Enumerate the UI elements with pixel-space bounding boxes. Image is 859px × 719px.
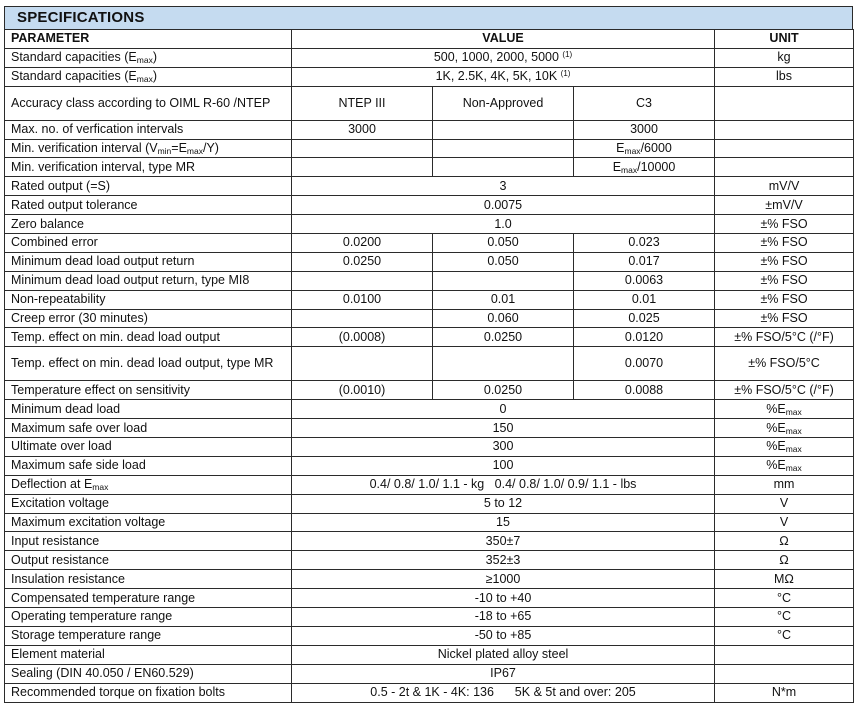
row-value: 1.0 [292,215,715,234]
value-non-approved: 0.060 [433,309,574,328]
table-row [5,120,854,139]
row-unit: $\%E_{max}$ [715,438,854,457]
row-value: 100 [292,456,715,475]
row-unit: ±% FSO [715,234,854,253]
row-label: Min. verification interval $(V_{min}=E_{max}/Y)$ [5,139,292,158]
row-label: Minimum dead load output return [5,252,292,271]
row-unit [715,664,854,683]
row-value: 3 [292,177,715,196]
value-ntep: 0.0100 [292,290,433,309]
row-unit: $\%E_{max}$ [715,456,854,475]
row-label: Ultimate over load [5,438,292,457]
row-label: Rated output (=S) [5,177,292,196]
row-label: Maximum safe over load [5,419,292,438]
footnote-marker: (1) [560,69,571,79]
row-label: Minimum dead load output return, type MI8 [5,271,292,290]
row-unit: °C [715,589,854,608]
section-title: SPECIFICATIONS [4,6,853,29]
value-ntep [292,158,433,177]
row-value: 1K, 2.5K, 4K, 5K, 10K $^{(1)}$ [292,67,715,86]
value-non-approved: Non-Approved [433,86,574,120]
row-label: Storage temperature range [5,626,292,645]
table-row [5,290,854,309]
table-row [5,177,854,196]
value-c3: 0.025 [574,309,715,328]
row-value: 350±7 [292,532,715,551]
row-label: Sealing (DIN 40.050 / EN60.529) [5,664,292,683]
row-label: Minimum dead load [5,400,292,419]
row-label: Excitation voltage [5,494,292,513]
row-value: 0.4/ 0.8/ 1.0/ 1.1 - kg 0.4/ 0.8/ 1.0/ 0.9/ 1.1 - lbs [292,475,715,494]
row-label: Standard capacities $(E_{max})$ [5,48,292,67]
row-unit: ±% FSO [715,309,854,328]
value-non-approved: 0.0250 [433,381,574,400]
row-value: ≥1000 [292,570,715,589]
row-unit [715,86,854,120]
table-row [5,419,854,438]
row-unit: Ω [715,551,854,570]
row-value: 0.5 - 2t & 1K - 4K: 136 5K & 5t and over: 205 [292,683,715,702]
table-row [5,252,854,271]
table-row [5,475,854,494]
row-label: Deflection at $E_{max}$ [5,475,292,494]
specifications-sheet [4,6,853,703]
header-row [5,30,854,49]
row-label: Compensated temperature range [5,589,292,608]
table-row [5,400,854,419]
table-row [5,551,854,570]
header-value: VALUE [292,30,715,49]
value-non-approved [433,347,574,381]
table-row [5,328,854,347]
row-value: -50 to +85 [292,626,715,645]
row-unit: °C [715,626,854,645]
row-label: Zero balance [5,215,292,234]
table-row [5,158,854,177]
row-label: Input resistance [5,532,292,551]
table-row [5,48,854,67]
value-ntep [292,347,433,381]
row-value: Nickel plated alloy steel [292,645,715,664]
row-value: 0.0075 [292,196,715,215]
row-label: Combined error [5,234,292,253]
row-unit: $\%E_{max}$ [715,400,854,419]
row-label: Recommended torque on fixation bolts [5,683,292,702]
table-row [5,664,854,683]
row-value: 500, 1000, 2000, 5000 $^{(1)}$ [292,48,715,67]
value-c3: 0.023 [574,234,715,253]
row-unit: V [715,494,854,513]
table-row [5,645,854,664]
row-unit: ±% FSO [715,290,854,309]
row-value: 5 to 12 [292,494,715,513]
value-non-approved [433,158,574,177]
table-row [5,347,854,381]
value-ntep [292,139,433,158]
row-value: 300 [292,438,715,457]
row-unit: $\%E_{max}$ [715,419,854,438]
value-ntep: 3000 [292,120,433,139]
row-unit: ±% FSO/5°C (/°F) [715,381,854,400]
row-unit: Ω [715,532,854,551]
row-unit: ±% FSO [715,215,854,234]
value-non-approved: 0.050 [433,252,574,271]
specifications-table [4,29,854,703]
table-row [5,271,854,290]
row-unit: lbs [715,67,854,86]
row-value: 150 [292,419,715,438]
value-c3: 3000 [574,120,715,139]
value-non-approved: 0.050 [433,234,574,253]
value-non-approved: 0.01 [433,290,574,309]
value-ntep: 0.0250 [292,252,433,271]
row-label: Insulation resistance [5,570,292,589]
row-value: IP67 [292,664,715,683]
value-non-approved [433,139,574,158]
row-value: 352±3 [292,551,715,570]
value-c3: 0.01 [574,290,715,309]
table-row [5,626,854,645]
row-label: Element material [5,645,292,664]
table-row [5,532,854,551]
row-label: Creep error (30 minutes) [5,309,292,328]
value-c3: C3 [574,86,715,120]
row-label: Temperature effect on sensitivity [5,381,292,400]
header-parameter: PARAMETER [5,30,292,49]
row-label: Output resistance [5,551,292,570]
row-label: Non-repeatability [5,290,292,309]
value-ntep: 0.0200 [292,234,433,253]
row-label: Max. no. of verfication intervals [5,120,292,139]
table-row [5,67,854,86]
value-ntep: (0.0008) [292,328,433,347]
row-label: Temp. effect on min. dead load output [5,328,292,347]
row-unit: mV/V [715,177,854,196]
row-unit [715,139,854,158]
row-label: Accuracy class according to OIML R-60 /NTEP [5,86,292,120]
table-row [5,309,854,328]
row-unit: °C [715,608,854,627]
row-unit [715,645,854,664]
row-unit: V [715,513,854,532]
value-c3: $E_{max}/10000$ [574,158,715,177]
row-label: Maximum excitation voltage [5,513,292,532]
table-row [5,683,854,702]
row-value: 15 [292,513,715,532]
row-label: Standard capacities $(E_{max})$ [5,67,292,86]
table-row [5,608,854,627]
table-row [5,215,854,234]
value-non-approved [433,120,574,139]
value-c3: 0.0070 [574,347,715,381]
row-unit: ±% FSO/5°C [715,347,854,381]
table-row [5,139,854,158]
row-label: Maximum safe side load [5,456,292,475]
value-ntep: NTEP III [292,86,433,120]
row-unit: ±% FSO [715,271,854,290]
row-label: Operating temperature range [5,608,292,627]
row-unit: N*m [715,683,854,702]
row-unit [715,158,854,177]
row-label: Rated output tolerance [5,196,292,215]
row-value: -18 to +65 [292,608,715,627]
value-c3: $E_{max}/6000$ [574,139,715,158]
row-value: -10 to +40 [292,589,715,608]
table-row [5,570,854,589]
table-row [5,494,854,513]
table-row [5,456,854,475]
value-non-approved: 0.0250 [433,328,574,347]
row-unit [715,120,854,139]
value-c3: 0.017 [574,252,715,271]
header-unit: UNIT [715,30,854,49]
value-c3: 0.0063 [574,271,715,290]
table-row [5,589,854,608]
row-value: 0 [292,400,715,419]
table-row [5,196,854,215]
table-row [5,234,854,253]
row-unit: ±% FSO/5°C (/°F) [715,328,854,347]
table-row [5,513,854,532]
value-c3: 0.0088 [574,381,715,400]
row-label: Min. verification interval, type MR [5,158,292,177]
value-non-approved [433,271,574,290]
value-ntep: (0.0010) [292,381,433,400]
table-row [5,86,854,120]
row-unit: kg [715,48,854,67]
row-unit: MΩ [715,570,854,589]
table-row [5,381,854,400]
row-label: Temp. effect on min. dead load output, type MR [5,347,292,381]
row-unit: mm [715,475,854,494]
row-unit: ±% FSO [715,252,854,271]
footnote-marker: (1) [562,50,573,60]
value-ntep [292,271,433,290]
value-ntep [292,309,433,328]
table-row [5,438,854,457]
row-unit: ±mV/V [715,196,854,215]
value-c3: 0.0120 [574,328,715,347]
